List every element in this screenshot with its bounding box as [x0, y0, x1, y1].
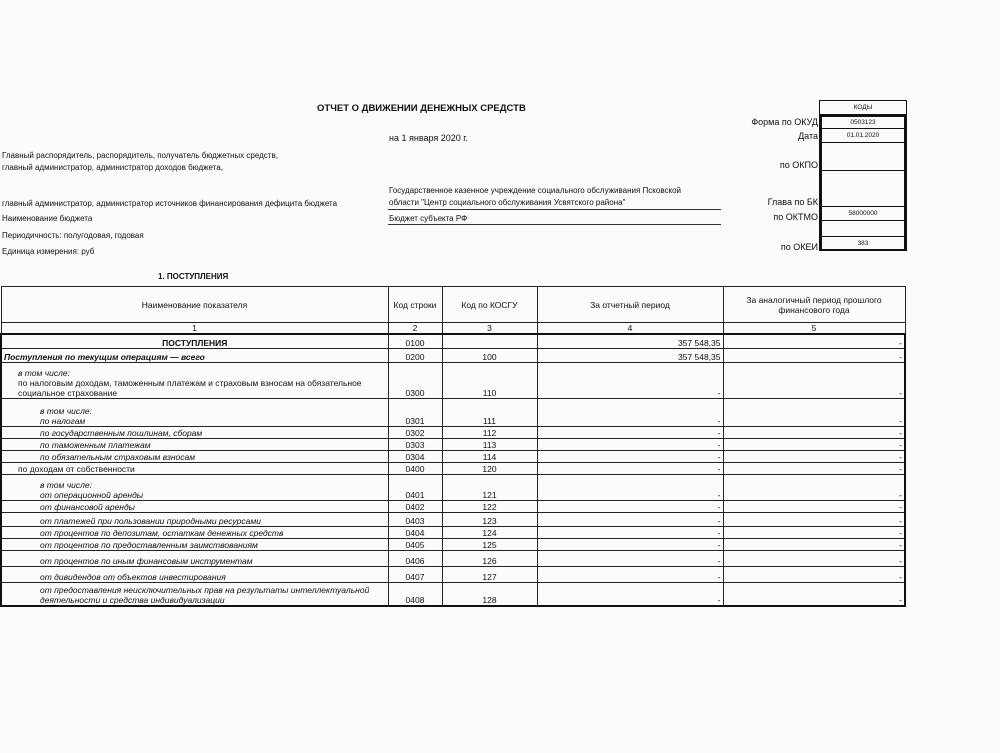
col-number: 1: [1, 323, 388, 335]
row-name: от операционной аренды: [40, 489, 144, 500]
report-title: ОТЧЕТ О ДВИЖЕНИИ ДЕНЕЖНЫХ СРЕДСТВ: [317, 103, 526, 114]
recipient-line-1: Главный распорядитель, распорядитель, получатель бюджетных средств,: [2, 151, 278, 160]
row-kosgu: 127: [442, 566, 537, 582]
row-code: 0405: [388, 538, 442, 550]
row-code: 0404: [388, 526, 442, 538]
row-prev: -: [723, 550, 905, 566]
row-name-cell: [1, 474, 388, 500]
row-current: -: [537, 582, 723, 606]
row-current: -: [537, 512, 723, 526]
row-code: 0403: [388, 512, 442, 526]
row-name-cell: [1, 438, 388, 450]
row-kosgu: 110: [442, 362, 537, 398]
row-name: от финансовой аренды: [40, 501, 135, 512]
row-prev: -: [723, 462, 905, 474]
row-prev: -: [723, 334, 905, 348]
row-code: 0402: [388, 500, 442, 512]
row-current: -: [537, 398, 723, 426]
row-prev: -: [723, 500, 905, 512]
row-prev: -: [723, 362, 905, 398]
row-code: 0100: [388, 334, 442, 348]
row-kosgu: 112: [442, 426, 537, 438]
row-kosgu: 123: [442, 512, 537, 526]
row-kosgu: [442, 334, 537, 348]
table-row: [1, 474, 905, 500]
row-name: от процентов по предоставленным заимствованиям: [40, 539, 258, 550]
in-that-number-label: в том числе:: [40, 479, 92, 490]
table-row: [1, 462, 905, 474]
table-row: [1, 398, 905, 426]
row-prev: -: [723, 512, 905, 526]
row-name-cell: [1, 426, 388, 438]
in-that-number-label: в том числе:: [18, 367, 70, 378]
row-name: ПОСТУПЛЕНИЯ: [162, 337, 228, 348]
row-name-cell: [1, 334, 388, 348]
row-prev: -: [723, 348, 905, 362]
table-row: [1, 500, 905, 512]
row-kosgu: 113: [442, 438, 537, 450]
row-name: от дивидендов от объектов инвестирования: [40, 571, 226, 582]
row-code: 0400: [388, 462, 442, 474]
codes-blank: [820, 221, 906, 237]
row-current: -: [537, 566, 723, 582]
okei-value: 383: [820, 237, 906, 251]
org-name-line-2: области "Центр социального обслуживания Усвятского района": [389, 198, 626, 207]
table-row: [1, 426, 905, 438]
row-code: 0300: [388, 362, 442, 398]
row-prev: -: [723, 474, 905, 500]
table-row: [1, 362, 905, 398]
row-name: от платежей при пользовании природными ресурсами: [40, 515, 261, 526]
col-number-row: [1, 323, 905, 335]
okpo-label: по ОКПО: [779, 160, 818, 170]
row-prev: -: [723, 438, 905, 450]
table-body: [1, 334, 905, 606]
row-prev: -: [723, 566, 905, 582]
budget-value: Бюджет субъекта РФ: [389, 214, 468, 223]
codes-header: КОДЫ: [820, 101, 906, 115]
table-row: [1, 512, 905, 526]
row-prev: -: [723, 426, 905, 438]
table-row: [1, 550, 905, 566]
row-name: от процентов по депозитам, остаткам денежных средств: [40, 527, 284, 538]
col-number: 4: [537, 323, 723, 335]
row-name: от предоставления неисключительных прав на результаты интеллектуальной деятельности и средства индивидуализации: [40, 585, 370, 605]
table-row: [1, 582, 905, 606]
row-kosgu: 114: [442, 450, 537, 462]
row-prev: -: [723, 582, 905, 606]
row-name: по государственным пошлинам, сборам: [40, 427, 203, 438]
row-name-cell: [1, 512, 388, 526]
section-title: 1. ПОСТУПЛЕНИЯ: [158, 272, 229, 281]
row-code: 0406: [388, 550, 442, 566]
table-row: [1, 438, 905, 450]
row-name-cell: [1, 550, 388, 566]
table-row: [1, 526, 905, 538]
glava-value: [820, 171, 906, 207]
col-header-name: Наименование показателя: [1, 287, 388, 323]
row-name: по доходам от собственности: [18, 463, 135, 474]
row-name: по налоговым доходам, таможенным платежам и страховым взносам на обязательное социальное страхование: [18, 377, 362, 398]
table-header-row: [1, 287, 905, 323]
row-name-cell: [1, 500, 388, 512]
table-row: [1, 538, 905, 550]
row-current: -: [537, 538, 723, 550]
row-code: 0408: [388, 582, 442, 606]
table-row: [1, 348, 905, 362]
glava-label: Глава по БК: [767, 197, 818, 207]
row-current: -: [537, 526, 723, 538]
row-current: -: [537, 426, 723, 438]
row-kosgu: 100: [442, 348, 537, 362]
report-date: на 1 января 2020 г.: [389, 133, 468, 143]
row-current: 357 548,35: [537, 334, 723, 348]
col-number: 3: [442, 323, 537, 335]
okpo-value: [820, 143, 906, 171]
row-name-cell: [1, 362, 388, 398]
unit-of-measure: Единица измерения: руб: [2, 247, 95, 256]
row-kosgu: 124: [442, 526, 537, 538]
row-current: -: [537, 450, 723, 462]
row-code: 0301: [388, 398, 442, 426]
row-prev: -: [723, 398, 905, 426]
row-kosgu: 122: [442, 500, 537, 512]
row-code: 0401: [388, 474, 442, 500]
col-header-current: За отчетный период: [537, 287, 723, 323]
recipient-line-3: главный администратор, администратор источников финансирования дефицита бюджета: [2, 199, 338, 208]
col-header-kosgu: Код по КОСГУ: [442, 287, 537, 323]
row-name: по таможенным платежам: [40, 439, 151, 450]
codes-box: [819, 100, 907, 251]
row-prev: -: [723, 526, 905, 538]
date-label: Дата: [798, 131, 818, 141]
row-current: -: [537, 362, 723, 398]
row-kosgu: 125: [442, 538, 537, 550]
row-current: -: [537, 462, 723, 474]
row-name: по обязательным страховым взносам: [40, 451, 196, 462]
budget-underline: [388, 224, 721, 225]
col-header-prev: За аналогичный период прошлого финансового года: [723, 287, 905, 323]
row-prev: -: [723, 450, 905, 462]
row-name-cell: [1, 538, 388, 550]
row-name-cell: [1, 462, 388, 474]
row-name: по налогам: [40, 415, 86, 426]
row-kosgu: 121: [442, 474, 537, 500]
row-code: 0304: [388, 450, 442, 462]
col-header-code: Код строки: [388, 287, 442, 323]
row-code: 0302: [388, 426, 442, 438]
periodicity: Периодичность: полугодовая, годовая: [2, 231, 144, 240]
row-name: от процентов по иным финансовым инструментам: [40, 555, 253, 566]
org-underline: [388, 209, 721, 210]
row-code: 0303: [388, 438, 442, 450]
row-code: 0407: [388, 566, 442, 582]
budget-label: Наименование бюджета: [2, 214, 93, 223]
row-name-cell: [1, 526, 388, 538]
row-prev: -: [723, 538, 905, 550]
table-row: [1, 334, 905, 348]
row-current: -: [537, 550, 723, 566]
row-name-cell: [1, 450, 388, 462]
row-current: -: [537, 500, 723, 512]
row-name: Поступления по текущим операциям — всего: [4, 351, 205, 362]
row-code: 0200: [388, 348, 442, 362]
row-kosgu: 128: [442, 582, 537, 606]
row-kosgu: 111: [442, 398, 537, 426]
oktmo-value: 58000000: [820, 207, 906, 221]
row-current: 357 548,35: [537, 348, 723, 362]
receipts-table: [0, 286, 906, 607]
date-value: 01.01.2020: [820, 129, 906, 143]
table-row: [1, 450, 905, 462]
okud-label: Форма по ОКУД: [751, 117, 818, 127]
okud-value: 0503123: [820, 115, 906, 129]
col-number: 5: [723, 323, 905, 335]
oktmo-label: по ОКТМО: [773, 212, 818, 222]
row-name-cell: [1, 398, 388, 426]
row-kosgu: 120: [442, 462, 537, 474]
col-number: 2: [388, 323, 442, 335]
row-name-cell: [1, 566, 388, 582]
okei-label: по ОКЕИ: [780, 242, 818, 252]
row-kosgu: 126: [442, 550, 537, 566]
row-current: -: [537, 438, 723, 450]
recipient-line-2: главный администратор, администратор доходов бюджета,: [2, 163, 223, 172]
row-name-cell: [1, 582, 388, 606]
row-name-cell: [1, 348, 388, 362]
org-name-line-1: Государственное казенное учреждение социального обслуживания Псковской: [389, 186, 681, 195]
table-row: [1, 566, 905, 582]
row-current: -: [537, 474, 723, 500]
in-that-number-label: в том числе:: [40, 405, 92, 416]
